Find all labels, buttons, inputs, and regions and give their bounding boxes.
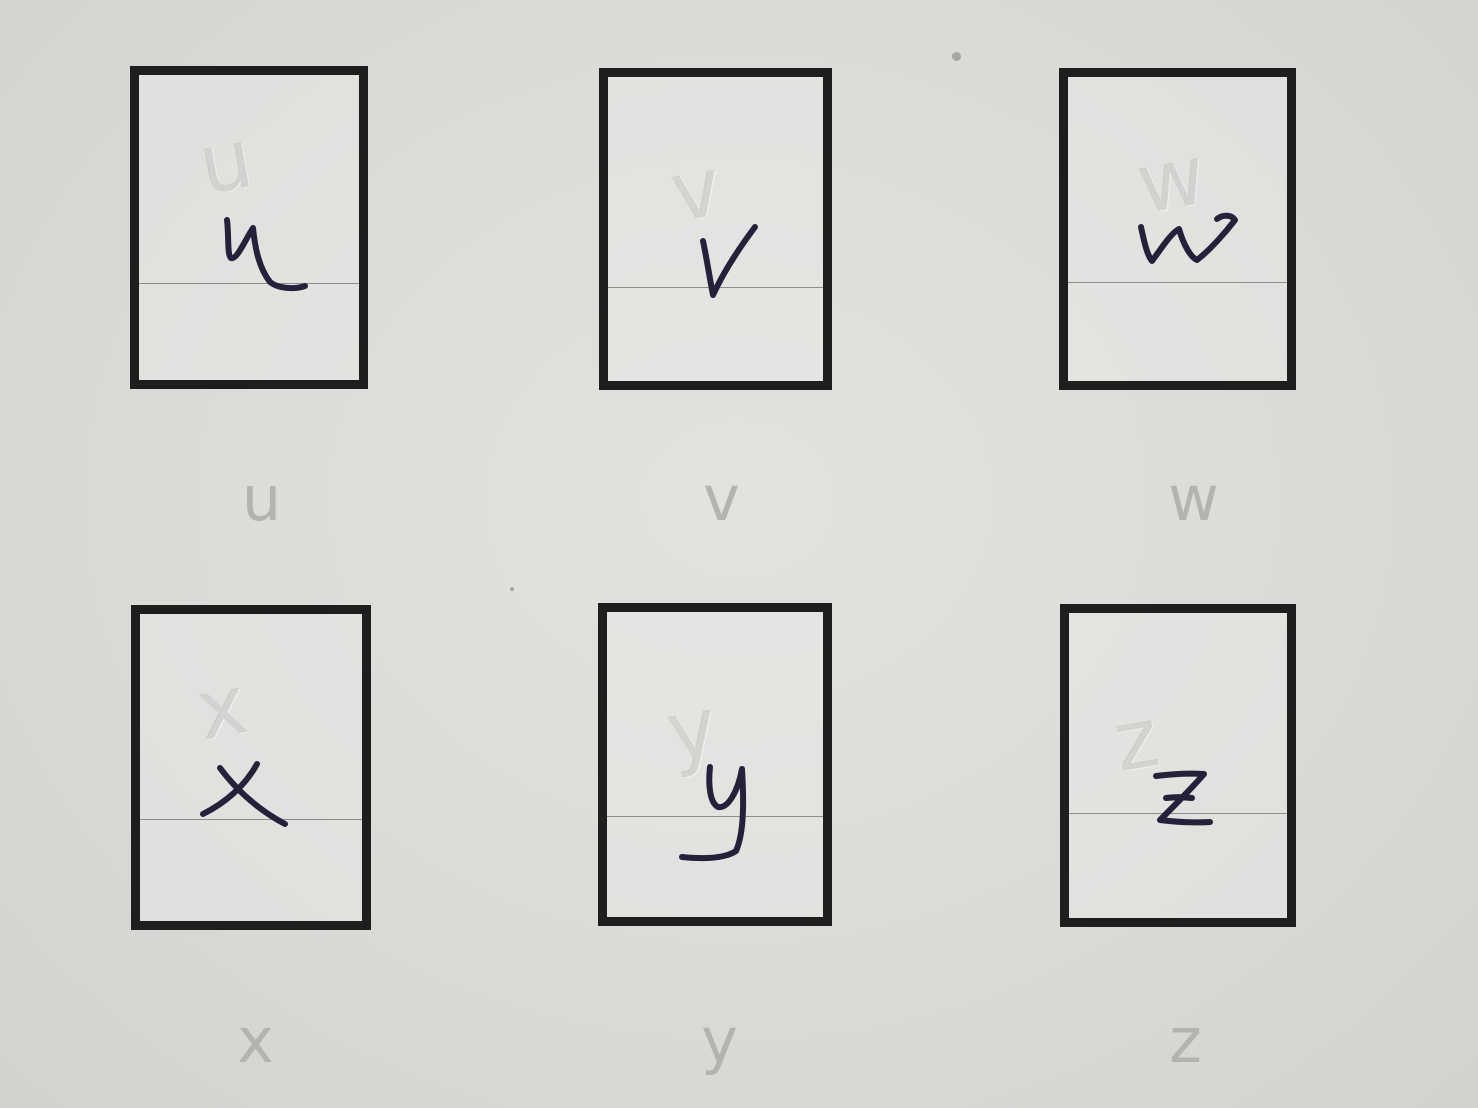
tracing-guide-v: v [664, 139, 729, 242]
caption-z: z [1169, 1004, 1203, 1077]
caption-v: v [703, 462, 741, 535]
handwritten-letter-u [215, 210, 325, 300]
tracing-guide-w: w [1130, 127, 1213, 234]
paper-speck [952, 52, 961, 61]
handwritten-letter-v [695, 215, 775, 305]
tracing-guide-u: u [192, 111, 260, 214]
handwritten-letter-x [195, 748, 295, 833]
paper-speck [510, 587, 514, 591]
caption-y: y [701, 1004, 739, 1077]
caption-w: w [1168, 462, 1220, 535]
tracing-guide-x: x [190, 657, 255, 760]
handwritten-letter-w [1135, 205, 1245, 275]
caption-x: x [237, 1004, 275, 1077]
midline [1068, 282, 1287, 283]
tracing-guide-y: y [660, 679, 725, 782]
tracing-guide-z: z [1106, 689, 1166, 792]
handwritten-letter-z [1148, 762, 1228, 832]
handwritten-letter-y [672, 755, 772, 870]
caption-u: u [241, 462, 283, 535]
